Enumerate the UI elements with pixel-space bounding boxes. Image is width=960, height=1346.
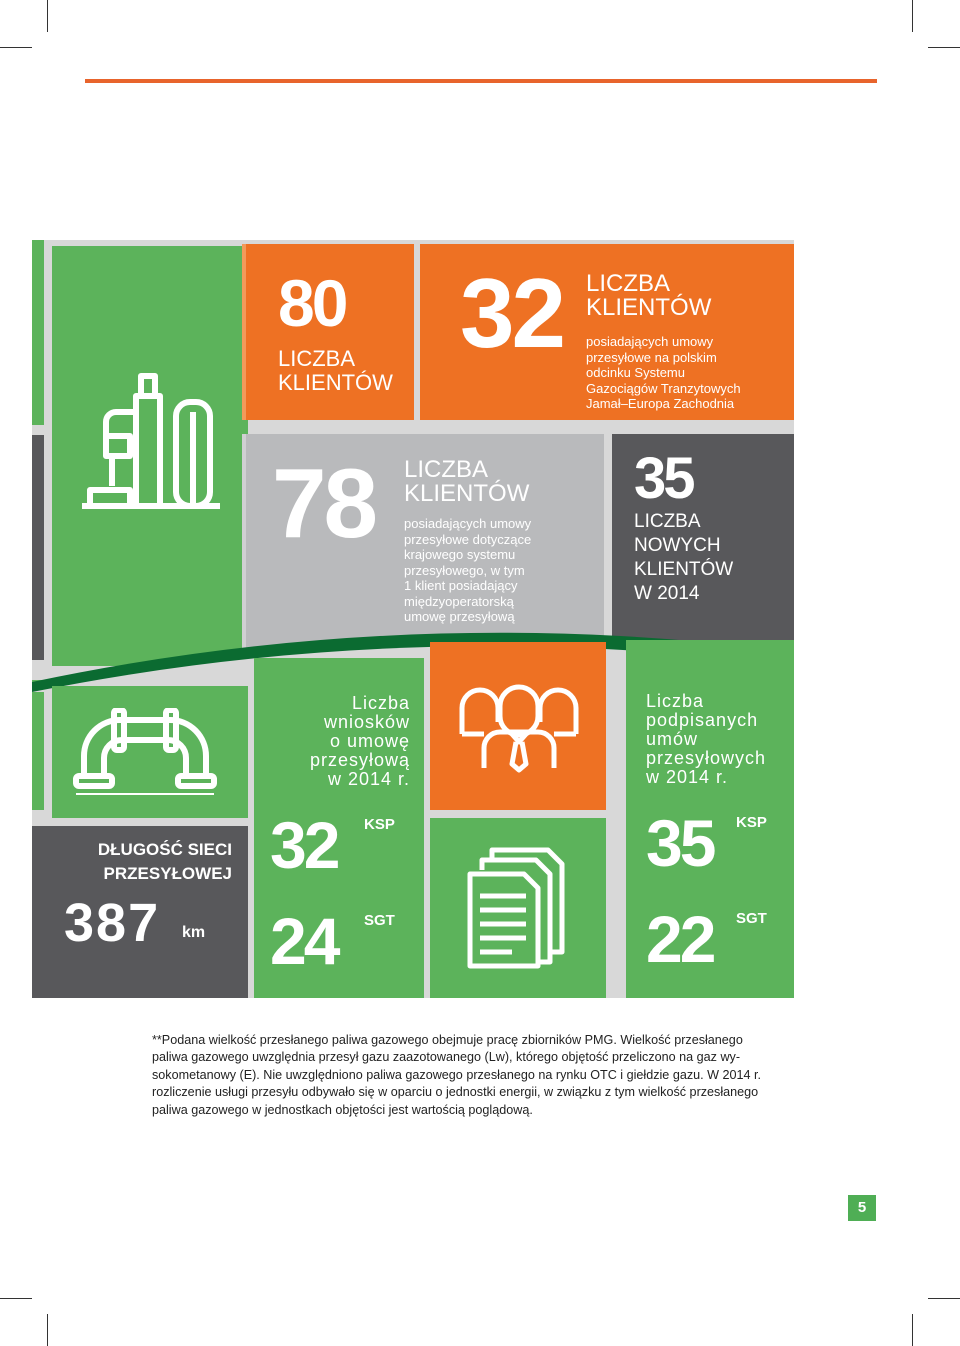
label-line: podpisanych	[646, 710, 759, 730]
crop-mark	[928, 1298, 960, 1299]
label-line: o umowę	[329, 731, 410, 751]
tile-80-clients	[242, 244, 414, 420]
tile-number: 80	[278, 266, 346, 340]
sgt-label: SGT	[364, 912, 395, 929]
tile-description	[586, 334, 741, 412]
ksp-label: KSP	[364, 816, 395, 833]
applications-tile	[254, 658, 424, 998]
contracts-tile	[626, 640, 794, 998]
footnote	[152, 1032, 812, 1119]
label-line: w 2014 r.	[327, 769, 410, 789]
tile-label: LICZBA	[278, 346, 356, 371]
contracts-label	[646, 692, 766, 787]
tile-label: KLIENTÓW	[278, 370, 393, 395]
desc-line: krajowego systemu	[404, 547, 516, 562]
footnote-line: rozliczenie usługi przesyłu odbywało się w oparciu o jednostki energii, w związku z tym wielkość przesłanego	[152, 1085, 759, 1100]
footnote-line: sokometanowy (E). Nie uwzględniono paliwa gazowego przesłanego na rynku OTC i giełdzie gazu. W 2014 r.	[152, 1067, 762, 1082]
desc-line: posiadających umowy	[586, 334, 714, 349]
desc-line: Gazociągów Tranzytowych	[586, 380, 741, 396]
crop-mark	[0, 47, 32, 48]
label-line: Liczba	[646, 691, 705, 711]
network-label: DŁUGOŚĆ SIECI	[97, 840, 232, 859]
people-group-icon	[454, 664, 584, 774]
desc-line: międzyoperatorską	[404, 593, 514, 609]
tile-title: KLIENTÓW	[586, 294, 712, 321]
footnote-line: paliwa gazowego w jednostkach objętości jest wartością poglądową.	[152, 1102, 533, 1117]
people-tile	[430, 642, 606, 810]
label-line: wniosków	[323, 712, 410, 732]
desc-line: przesyłowego, w tym	[404, 562, 525, 578]
desc-line: Jamał–Europa Zachodnia	[586, 396, 735, 411]
label-line: przesyłową	[309, 750, 410, 770]
crop-mark	[0, 1298, 32, 1299]
crop-mark	[912, 0, 913, 32]
applications-label	[310, 694, 410, 789]
sgt-value: 24	[270, 904, 338, 978]
sgt-value: 22	[646, 902, 714, 976]
footnote-line: **Podana wielkość przesłanego paliwa gazowego obejmuje pracę zbiorników PMG. Wielkość przesłanego	[152, 1033, 743, 1047]
tile-label: W 2014	[634, 583, 700, 604]
tile-label: KLIENTÓW	[634, 559, 734, 580]
crop-mark	[47, 0, 48, 32]
label-line: przesyłowych	[646, 748, 767, 768]
industrial-plant-icon	[76, 366, 226, 516]
desc-line: posiadających umowy	[404, 516, 532, 531]
crop-mark	[47, 1314, 48, 1346]
tile-title: KLIENTÓW	[404, 480, 530, 507]
desc-line: przesyłowe na polskim	[586, 349, 717, 365]
desc-line: przesyłowe dotyczące	[404, 531, 532, 547]
tile-number: 32	[460, 258, 564, 368]
documents-icon	[462, 840, 572, 970]
label-line: w 2014 r.	[646, 767, 729, 787]
tile-title: LICZBA	[404, 456, 489, 483]
page-number: 5	[848, 1195, 876, 1221]
footnote-line: paliwa gazowego uwzględnia przesył gazu zaazotowanego (Lw), którego objętość przeliczono na gaz wy-	[152, 1050, 741, 1065]
crop-mark	[912, 1314, 913, 1346]
network-label: PRZESYŁOWEJ	[103, 864, 232, 883]
network-length-tile	[32, 826, 248, 998]
desc-line: 1 klient posiadający	[404, 578, 518, 593]
pipe-tile	[52, 686, 248, 818]
tile-label-block	[634, 510, 733, 606]
documents-tile	[430, 818, 606, 998]
tile-label: LICZBA	[634, 511, 701, 532]
left-edge-tile	[32, 680, 44, 810]
tile-number: 78	[272, 448, 376, 558]
desc-line: odcinku Systemu	[586, 365, 685, 380]
left-edge-tile	[32, 240, 44, 425]
sgt-label: SGT	[736, 910, 767, 927]
tile-number: 35	[634, 446, 693, 511]
crop-mark	[928, 47, 960, 48]
tile-description	[404, 516, 531, 625]
infographic	[32, 240, 794, 998]
label-line: umów	[646, 729, 699, 749]
ksp-value: 35	[646, 806, 714, 880]
label-line: Liczba	[351, 693, 410, 713]
ksp-value: 32	[270, 808, 338, 882]
header-rule	[85, 79, 877, 83]
network-value: 387	[64, 893, 161, 953]
network-unit: km	[182, 924, 206, 941]
ksp-label: KSP	[736, 814, 767, 831]
pipe-bend-icon	[70, 708, 220, 798]
plant-tile	[52, 246, 248, 666]
tile-label: NOWYCH	[634, 535, 721, 556]
tile-title: LICZBA	[586, 270, 671, 297]
tile-32-clients	[420, 244, 794, 420]
desc-line: umowę przesyłową	[404, 609, 515, 624]
